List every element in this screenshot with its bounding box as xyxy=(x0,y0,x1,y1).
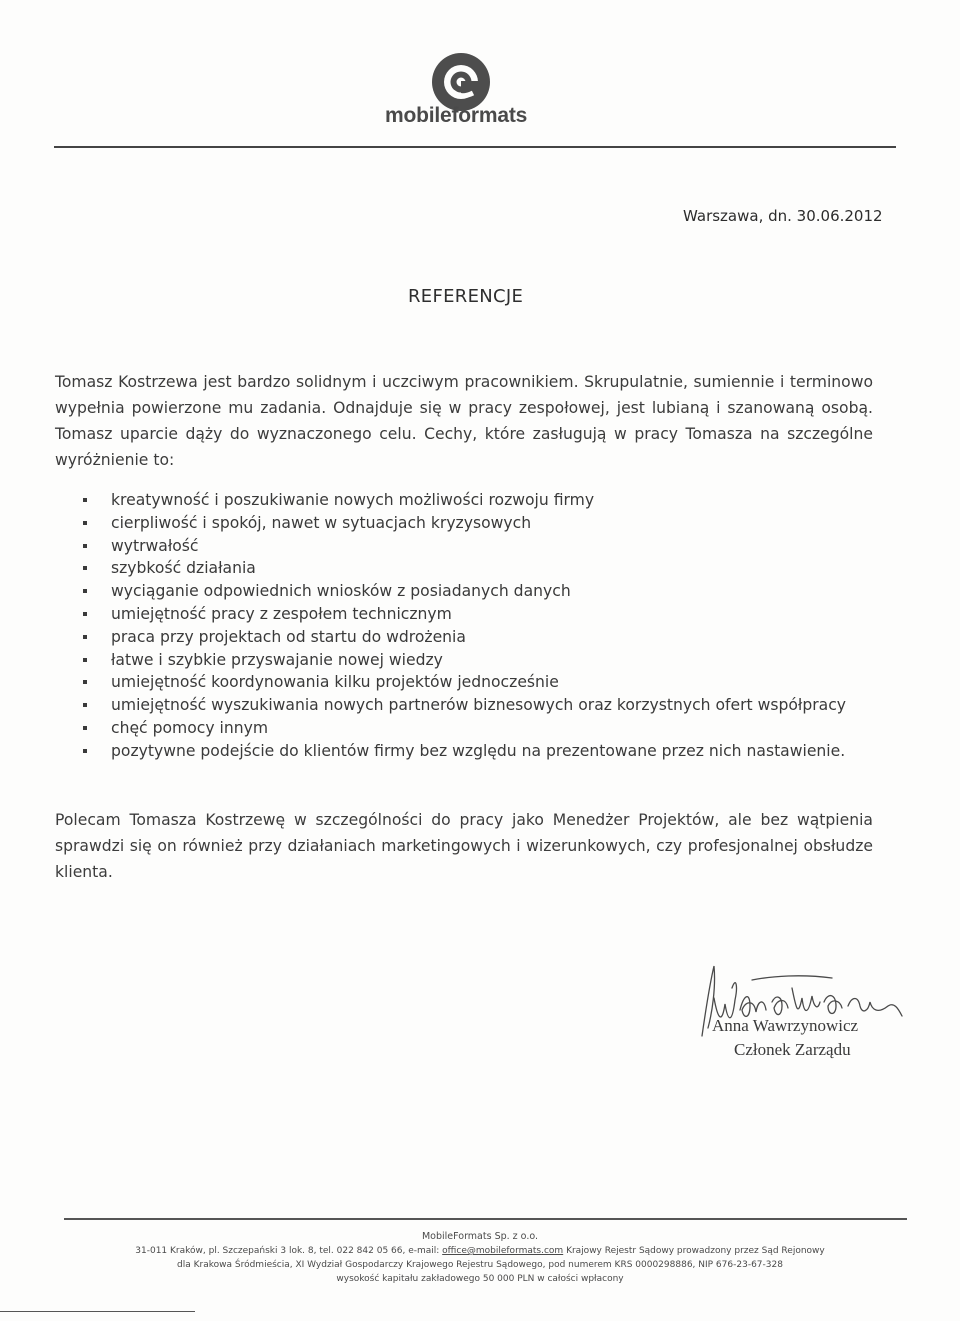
bullet-icon xyxy=(83,566,87,570)
trait-text: łatwe i szybkie przyswajanie nowej wiedzy xyxy=(111,650,443,669)
intro-line: Tomasz Kostrzewa jest bardzo solidnym i uczciwym pracownikiem. Skrupulatnie, sumiennie i terminowo xyxy=(55,373,873,391)
trait-text: umiejętność wyszukiwania nowych partnerów biznesowych oraz korzystnych ofert współpracy xyxy=(111,696,847,715)
footer-company-name: MobileFormats Sp. z o.o. xyxy=(421,1231,539,1242)
mobileformats-logo-icon xyxy=(431,52,491,112)
recommendation-line: sprawdzi się on również przy działaniach marketingowych i wizerunkowych, czy profesjonalnej obsłudze xyxy=(55,837,873,855)
trait-item xyxy=(83,671,846,694)
trait-text: wyciąganie odpowiednich wniosków z posiadanych danych xyxy=(111,582,571,601)
trait-text: cierpliwość i spokój, nawet w sytuacjach kryzysowych xyxy=(111,513,532,532)
footer-address-line xyxy=(60,1244,900,1258)
letter-date: Warszawa, dn. 30.06.2012 xyxy=(683,207,883,225)
trait-item xyxy=(83,740,846,763)
traits-list xyxy=(83,489,846,763)
signatory-name: Anna Wawrzynowicz xyxy=(712,1016,859,1035)
intro-line: Tomasz uparcie dąży do wyznaczonego celu. Cechy, które zasługują w pracy Tomasza na szczególne xyxy=(55,425,873,443)
company-logo-text: mobileformats xyxy=(385,104,528,127)
trait-item xyxy=(83,535,846,558)
trait-item xyxy=(83,603,846,626)
trait-text: chęć pomocy innym xyxy=(111,718,269,737)
bullet-icon xyxy=(83,612,87,616)
footer-company-info xyxy=(60,1230,900,1286)
trait-text: wytrwałość xyxy=(111,536,199,555)
letter-title: REFERENCJE xyxy=(408,286,524,307)
footer-registration-line: dla Krakowa Śródmieścia, XI Wydział Gospodarczy Krajowego Rejestru Sądowego, pod numerem KRS 0000298886, NIP 676-23-67-328 xyxy=(177,1260,783,1270)
trait-item xyxy=(83,694,846,717)
page-edge-line xyxy=(0,1311,195,1312)
header-divider xyxy=(54,146,896,148)
trait-text: umiejętność koordynowania kilku projektów jednocześnie xyxy=(111,673,559,692)
recommendation-line: klienta. xyxy=(55,863,113,881)
trait-text: kreatywność i poszukiwanie nowych możliwości rozwoju firmy xyxy=(111,491,595,509)
bullet-icon xyxy=(83,703,87,707)
trait-item xyxy=(83,717,846,740)
bullet-icon xyxy=(83,589,87,593)
footer-capital-line: wysokość kapitału zakładowego 50 000 PLN w całości wpłacony xyxy=(336,1274,624,1284)
trait-item xyxy=(83,649,846,672)
bullet-icon xyxy=(83,658,87,662)
bullet-icon xyxy=(83,521,87,525)
trait-item xyxy=(83,489,846,512)
trait-text: szybkość działania xyxy=(111,559,256,578)
intro-line: wypełnia powierzone mu zadania. Odnajduje się w pracy zespołowej, jest lubianą i szanowaną osobą. xyxy=(55,399,873,417)
bullet-icon xyxy=(83,635,87,639)
recommendation-paragraph xyxy=(55,807,873,885)
bullet-icon xyxy=(83,680,87,684)
footer-address: 31-011 Kraków, pl. Szczepański 3 lok. 8, tel. 022 842 05 66, e-mail: xyxy=(135,1246,443,1256)
trait-item xyxy=(83,512,846,535)
recommendation-line: Polecam Tomasza Kostrzewę w szczególności do pracy jako Menedżer Projektów, ale bez wątpienia xyxy=(55,811,873,829)
bullet-icon xyxy=(83,544,87,548)
footer-divider xyxy=(64,1218,907,1220)
bullet-icon xyxy=(83,749,87,753)
trait-item xyxy=(83,626,846,649)
bullet-icon xyxy=(83,726,87,730)
bullet-icon xyxy=(83,498,87,502)
trait-text: praca przy projektach od startu do wdrożenia xyxy=(111,627,466,646)
footer-email-link[interactable]: office@mobileformats.com xyxy=(442,1246,564,1256)
footer-registry: Krajowy Rejestr Sądowy prowadzony przez Sąd Rejonowy xyxy=(563,1246,825,1256)
intro-line: wyróżnienie to: xyxy=(55,451,175,469)
trait-text: umiejętność pracy z zespołem technicznym xyxy=(111,604,452,623)
trait-text: pozytywne podejście do klientów firmy bez względu na prezentowane przez nich nastawienie. xyxy=(111,741,846,760)
intro-paragraph xyxy=(55,369,873,473)
trait-item xyxy=(83,580,846,603)
signatory-role: Członek Zarządu xyxy=(734,1040,851,1059)
trait-item xyxy=(83,557,846,580)
